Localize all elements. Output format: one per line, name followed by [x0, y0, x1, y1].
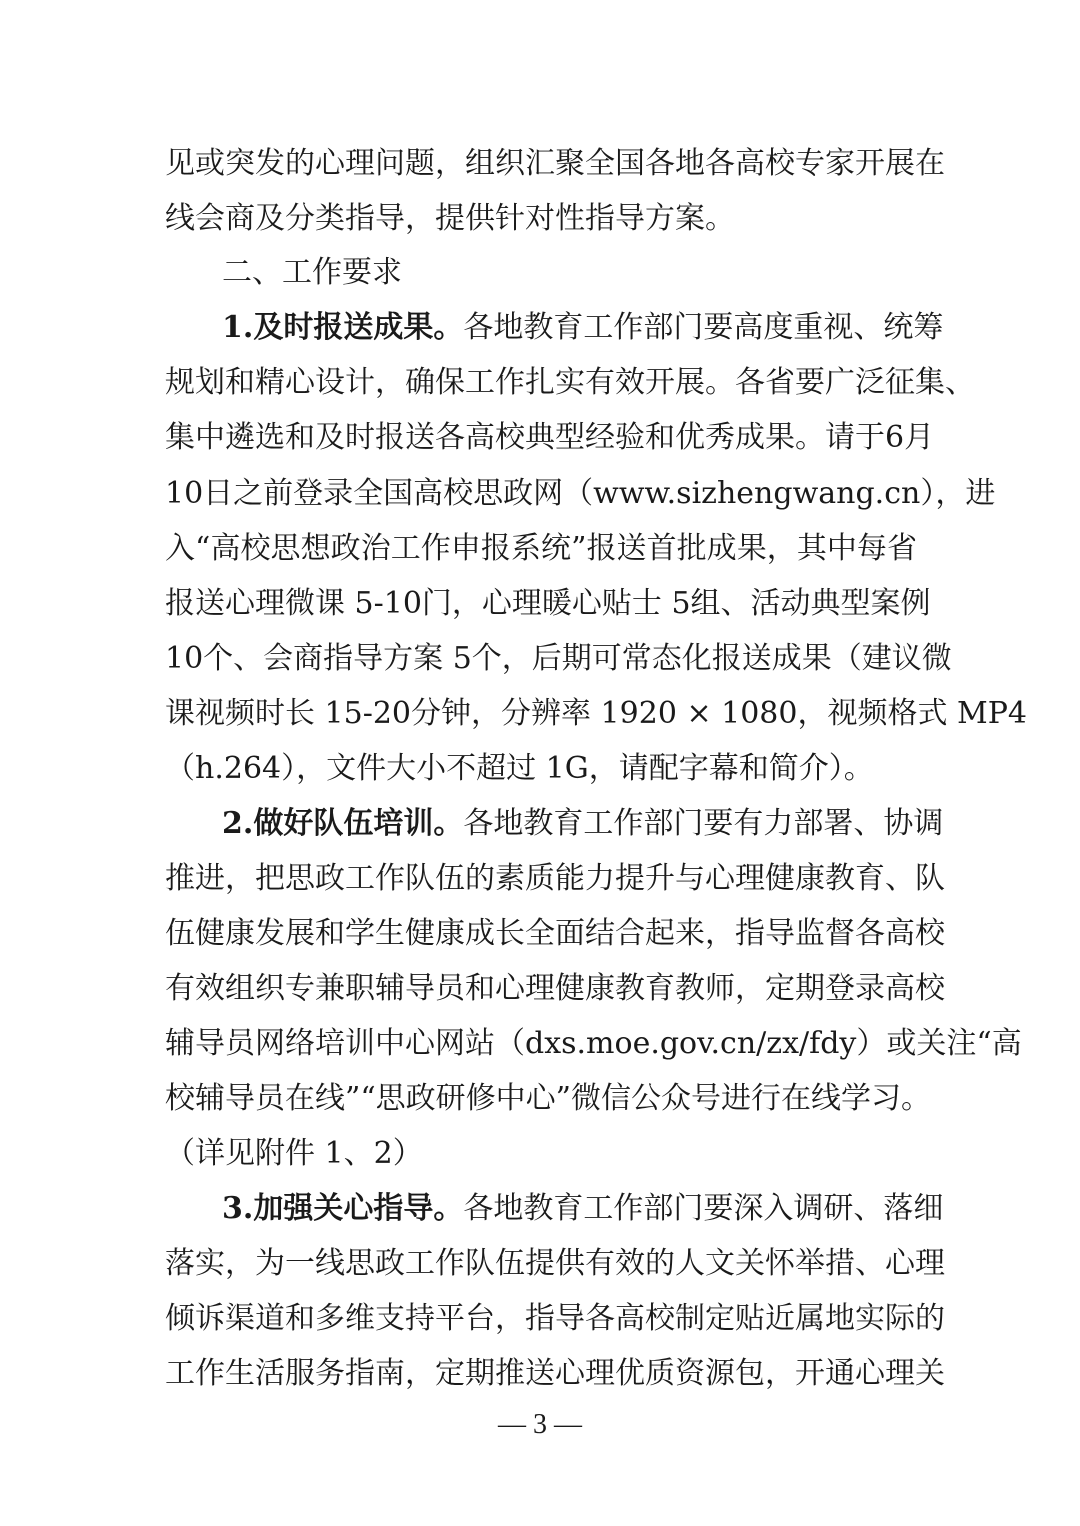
paragraph-line: 倾诉渠道和多维支持平台，指导各高校制定贴近属地实际的 — [165, 1301, 945, 1336]
paragraph-line: 见或突发的心理问题，组织汇聚全国各地各高校专家开展在 — [165, 146, 945, 181]
item2-first-line — [222, 795, 944, 853]
section-heading: 二、工作要求 — [222, 255, 402, 290]
item3-first-line-text: 各地教育工作部门要深入调研、落细 — [463, 1191, 944, 1226]
paragraph-line: 工作生活服务指南，定期推送心理优质资源包，开通心理关 — [165, 1356, 945, 1391]
paragraph-line: 线会商及分类指导，提供针对性指导方案。 — [165, 201, 735, 236]
paragraph-line: 伍健康发展和学生健康成长全面结合起来，指导监督各高校 — [165, 916, 945, 951]
item1-lead: 1.及时报送成果。 — [222, 310, 464, 345]
paragraph-line: 报送心理微课 5-10门，心理暖心贴士 5组、活动典型案例 — [165, 586, 931, 621]
paragraph-line: 10个、会商指导方案 5个，后期可常态化报送成果（建议微 — [165, 641, 952, 676]
item2-first-line-text: 各地教育工作部门要有力部署、协调 — [463, 806, 944, 841]
paragraph-line: 规划和精心设计，确保工作扎实有效开展。各省要广泛征集、 — [165, 365, 975, 400]
page-number: — 3 — — [498, 1409, 582, 1440]
paragraph-line: 课视频时长 15-20分钟，分辨率 1920 × 1080，视频格式 MP4 — [165, 696, 1027, 731]
paragraph-line: 10日之前登录全国高校思政网（www.sizhengwang.cn），进 — [165, 476, 996, 511]
paragraph-line: 集中遴选和及时报送各高校典型经验和优秀成果。请于6月 — [165, 420, 935, 455]
paragraph-line: 校辅导员在线”“思政研修中心”微信公众号进行在线学习。 — [165, 1081, 932, 1116]
paragraph-line: 落实，为一线思政工作队伍提供有效的人文关怀举措、心理 — [165, 1246, 945, 1281]
item3-first-line — [222, 1180, 944, 1238]
paragraph-line: 辅导员网络培训中心网站（dxs.moe.gov.cn/zx/fdy）或关注“高 — [165, 1026, 1022, 1061]
paragraph-line: 推进，把思政工作队伍的素质能力提升与心理健康教育、队 — [165, 861, 945, 896]
item2-lead: 2.做好队伍培训。 — [222, 806, 464, 841]
item1-first-line — [222, 299, 944, 357]
paragraph-line: （详见附件 1、2） — [165, 1136, 423, 1171]
paragraph-line: 有效组织专兼职辅导员和心理健康教育教师，定期登录高校 — [165, 971, 945, 1006]
item1-first-line-text: 各地教育工作部门要高度重视、统筹 — [463, 310, 944, 345]
item3-lead: 3.加强关心指导。 — [222, 1191, 464, 1226]
paragraph-line: （h.264），文件大小不超过 1G，请配字幕和简介）。 — [165, 751, 874, 786]
paragraph-line: 入“高校思想政治工作申报系统”报送首批成果，其中每省 — [165, 531, 917, 566]
